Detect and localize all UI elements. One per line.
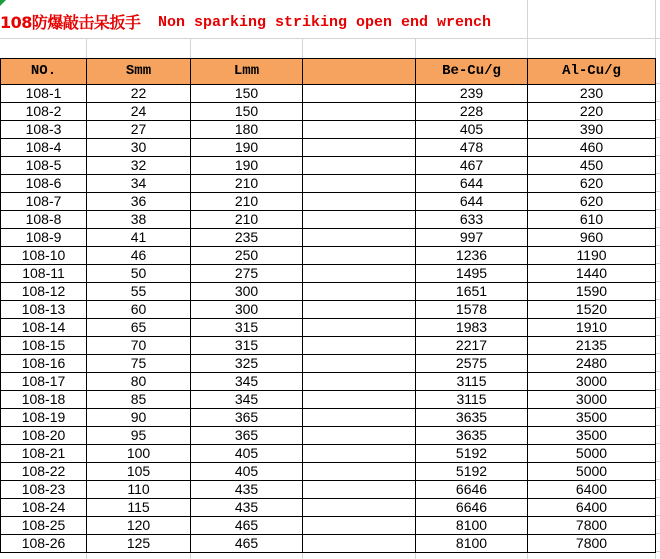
header-empty[interactable]: [303, 59, 416, 85]
cell-s-mm[interactable]: 105: [87, 463, 191, 481]
cell-l-mm[interactable]: 210: [191, 175, 303, 193]
cell-l-mm[interactable]: 405: [191, 445, 303, 463]
cell-be-cu-g[interactable]: 1236: [416, 247, 528, 265]
cell-be-cu-g[interactable]: 2575: [416, 355, 528, 373]
cell-be-cu-g[interactable]: 644: [416, 193, 528, 211]
cell-s-mm[interactable]: 60: [87, 301, 191, 319]
cell-empty[interactable]: [303, 139, 416, 157]
table-row: [1, 535, 656, 553]
cell-be-cu-g[interactable]: 405: [416, 121, 528, 139]
cell-no[interactable]: 108-11: [1, 265, 87, 283]
cell-l-mm[interactable]: 315: [191, 319, 303, 337]
cell-empty[interactable]: [303, 283, 416, 301]
gridline-col-f-row-2: [655, 38, 656, 58]
cell-l-mm[interactable]: 250: [191, 247, 303, 265]
title-english: Non sparking striking open end wrench: [158, 14, 492, 31]
header-be-cu-g[interactable]: Be-Cu/g: [416, 59, 528, 85]
cell-al-cu-g[interactable]: 220: [528, 103, 656, 121]
cell-l-mm[interactable]: 190: [191, 139, 303, 157]
cell-empty[interactable]: [303, 535, 416, 553]
cell-al-cu-g[interactable]: 960: [528, 229, 656, 247]
header-row: [1, 59, 656, 85]
gridline-col-d-row-2: [415, 38, 416, 58]
cell-s-mm[interactable]: 75: [87, 355, 191, 373]
cell-no[interactable]: 108-15: [1, 337, 87, 355]
table-row: [1, 427, 656, 445]
cell-no[interactable]: 108-19: [1, 409, 87, 427]
cell-s-mm[interactable]: 50: [87, 265, 191, 283]
cell-be-cu-g[interactable]: 3635: [416, 427, 528, 445]
cell-empty[interactable]: [303, 103, 416, 121]
cell-al-cu-g[interactable]: 1190: [528, 247, 656, 265]
table-row: [1, 103, 656, 121]
cell-be-cu-g[interactable]: 5192: [416, 463, 528, 481]
cell-s-mm[interactable]: 55: [87, 283, 191, 301]
cell-al-cu-g[interactable]: 2135: [528, 337, 656, 355]
cell-al-cu-g[interactable]: 1590: [528, 283, 656, 301]
header-l-mm[interactable]: Lmm: [191, 59, 303, 85]
cell-no[interactable]: 108-7: [1, 193, 87, 211]
cell-al-cu-g[interactable]: 3500: [528, 427, 656, 445]
cell-empty[interactable]: [303, 499, 416, 517]
cell-l-mm[interactable]: 435: [191, 481, 303, 499]
cell-s-mm[interactable]: 27: [87, 121, 191, 139]
cell-s-mm[interactable]: 22: [87, 85, 191, 103]
cell-no[interactable]: 108-17: [1, 373, 87, 391]
table-row: [1, 211, 656, 229]
cell-al-cu-g[interactable]: 620: [528, 193, 656, 211]
cell-l-mm[interactable]: 150: [191, 85, 303, 103]
cell-l-mm[interactable]: 190: [191, 157, 303, 175]
cell-empty[interactable]: [303, 319, 416, 337]
cell-be-cu-g[interactable]: 2217: [416, 337, 528, 355]
cell-empty[interactable]: [303, 481, 416, 499]
gridline-col-c-row-2: [302, 38, 303, 58]
gridline-col-a-bottom: [86, 553, 87, 559]
cell-be-cu-g[interactable]: 8100: [416, 535, 528, 553]
cell-no[interactable]: 108-9: [1, 229, 87, 247]
cell-s-mm[interactable]: 41: [87, 229, 191, 247]
cell-empty[interactable]: [303, 463, 416, 481]
cell-be-cu-g[interactable]: 1495: [416, 265, 528, 283]
cell-be-cu-g[interactable]: 633: [416, 211, 528, 229]
cell-be-cu-g[interactable]: 1983: [416, 319, 528, 337]
cell-no[interactable]: 108-21: [1, 445, 87, 463]
cell-be-cu-g[interactable]: 644: [416, 175, 528, 193]
gridline-col-c-bottom: [302, 553, 303, 559]
cell-no[interactable]: 108-13: [1, 301, 87, 319]
table-row: [1, 283, 656, 301]
cell-empty[interactable]: [303, 157, 416, 175]
table-row: [1, 121, 656, 139]
cell-empty[interactable]: [303, 517, 416, 535]
table-row: [1, 355, 656, 373]
cell-no[interactable]: 108-25: [1, 517, 87, 535]
table-row: [1, 139, 656, 157]
cell-no[interactable]: 108-3: [1, 121, 87, 139]
cell-al-cu-g[interactable]: 1910: [528, 319, 656, 337]
cell-no[interactable]: 108-6: [1, 175, 87, 193]
cell-s-mm[interactable]: 30: [87, 139, 191, 157]
table-row: [1, 481, 656, 499]
cell-al-cu-g[interactable]: 450: [528, 157, 656, 175]
cell-l-mm[interactable]: 315: [191, 337, 303, 355]
cell-be-cu-g[interactable]: 6646: [416, 481, 528, 499]
table-row: [1, 463, 656, 481]
cell-s-mm[interactable]: 24: [87, 103, 191, 121]
cell-l-mm[interactable]: 150: [191, 103, 303, 121]
cell-l-mm[interactable]: 180: [191, 121, 303, 139]
cell-empty[interactable]: [303, 229, 416, 247]
cell-al-cu-g[interactable]: 620: [528, 175, 656, 193]
cell-be-cu-g[interactable]: 478: [416, 139, 528, 157]
table-row: [1, 247, 656, 265]
cell-l-mm[interactable]: 325: [191, 355, 303, 373]
cell-no[interactable]: 108-10: [1, 247, 87, 265]
cell-s-mm[interactable]: 80: [87, 373, 191, 391]
cell-s-mm[interactable]: 85: [87, 391, 191, 409]
table-row: [1, 193, 656, 211]
cell-s-mm[interactable]: 65: [87, 319, 191, 337]
cell-empty[interactable]: [303, 85, 416, 103]
gridline-strip-right: [656, 83, 660, 559]
cell-al-cu-g[interactable]: 7800: [528, 517, 656, 535]
cell-empty[interactable]: [303, 391, 416, 409]
cell-no[interactable]: 108-20: [1, 427, 87, 445]
header-al-cu-g[interactable]: Al-Cu/g: [528, 59, 656, 85]
cell-l-mm[interactable]: 210: [191, 211, 303, 229]
cell-empty[interactable]: [303, 193, 416, 211]
cell-no[interactable]: 108-16: [1, 355, 87, 373]
cell-s-mm[interactable]: 100: [87, 445, 191, 463]
gridline-col-b-bottom: [190, 553, 191, 559]
cell-empty[interactable]: [303, 301, 416, 319]
cell-s-mm[interactable]: 95: [87, 427, 191, 445]
cell-l-mm[interactable]: 275: [191, 265, 303, 283]
cell-s-mm[interactable]: 125: [87, 535, 191, 553]
cell-empty[interactable]: [303, 175, 416, 193]
cell-be-cu-g[interactable]: 5192: [416, 445, 528, 463]
cell-l-mm[interactable]: 345: [191, 391, 303, 409]
cell-al-cu-g[interactable]: 390: [528, 121, 656, 139]
cell-al-cu-g[interactable]: 7800: [528, 535, 656, 553]
cell-s-mm[interactable]: 36: [87, 193, 191, 211]
cell-be-cu-g[interactable]: 467: [416, 157, 528, 175]
cell-be-cu-g[interactable]: 228: [416, 103, 528, 121]
cell-l-mm[interactable]: 345: [191, 373, 303, 391]
cell-l-mm[interactable]: 465: [191, 517, 303, 535]
cell-be-cu-g[interactable]: 6646: [416, 499, 528, 517]
cell-empty[interactable]: [303, 355, 416, 373]
cell-al-cu-g[interactable]: 610: [528, 211, 656, 229]
cell-no[interactable]: 108-4: [1, 139, 87, 157]
cell-l-mm[interactable]: 300: [191, 301, 303, 319]
cell-no[interactable]: 108-12: [1, 283, 87, 301]
cell-s-mm[interactable]: 90: [87, 409, 191, 427]
gridline-col-b-row-2: [190, 38, 191, 58]
table-row: [1, 373, 656, 391]
table-row: [1, 301, 656, 319]
cell-al-cu-g[interactable]: 1440: [528, 265, 656, 283]
header-no[interactable]: NO.: [1, 59, 87, 85]
cell-no[interactable]: 108-2: [1, 103, 87, 121]
gridline-row-1: [0, 38, 660, 39]
cell-s-mm[interactable]: 34: [87, 175, 191, 193]
cell-empty[interactable]: [303, 247, 416, 265]
cell-s-mm[interactable]: 110: [87, 481, 191, 499]
cell-al-cu-g[interactable]: 5000: [528, 463, 656, 481]
gridline-col-d-bottom: [415, 553, 416, 559]
table-row: [1, 157, 656, 175]
cell-al-cu-g[interactable]: 1520: [528, 301, 656, 319]
gridline-col-f-row-1: [655, 0, 656, 38]
cell-al-cu-g[interactable]: 460: [528, 139, 656, 157]
cell-al-cu-g[interactable]: 3500: [528, 409, 656, 427]
cell-be-cu-g[interactable]: 3635: [416, 409, 528, 427]
cell-l-mm[interactable]: 465: [191, 535, 303, 553]
cell-no[interactable]: 108-8: [1, 211, 87, 229]
cell-be-cu-g[interactable]: 3115: [416, 373, 528, 391]
cell-l-mm[interactable]: 210: [191, 193, 303, 211]
table-row: [1, 445, 656, 463]
table-row: [1, 391, 656, 409]
cell-be-cu-g[interactable]: 1578: [416, 301, 528, 319]
wrench-spec-table: [0, 58, 656, 553]
table-row: [1, 175, 656, 193]
cell-empty[interactable]: [303, 265, 416, 283]
cell-empty[interactable]: [303, 409, 416, 427]
table-row: [1, 265, 656, 283]
cell-empty[interactable]: [303, 337, 416, 355]
cell-al-cu-g[interactable]: 3000: [528, 373, 656, 391]
cell-empty[interactable]: [303, 427, 416, 445]
cell-no[interactable]: 108-23: [1, 481, 87, 499]
cell-empty[interactable]: [303, 211, 416, 229]
cell-al-cu-g[interactable]: 5000: [528, 445, 656, 463]
cell-l-mm[interactable]: 435: [191, 499, 303, 517]
cell-s-mm[interactable]: 32: [87, 157, 191, 175]
title-chinese: 108防爆敲击呆扳手: [0, 13, 141, 32]
cell-be-cu-g[interactable]: 1651: [416, 283, 528, 301]
cell-no[interactable]: 108-18: [1, 391, 87, 409]
cell-al-cu-g[interactable]: 6400: [528, 481, 656, 499]
cell-be-cu-g[interactable]: 997: [416, 229, 528, 247]
cell-s-mm[interactable]: 115: [87, 499, 191, 517]
cell-l-mm[interactable]: 235: [191, 229, 303, 247]
cell-l-mm[interactable]: 300: [191, 283, 303, 301]
cell-be-cu-g[interactable]: 3115: [416, 391, 528, 409]
cell-no[interactable]: 108-22: [1, 463, 87, 481]
cell-s-mm[interactable]: 38: [87, 211, 191, 229]
cell-no[interactable]: 108-1: [1, 85, 87, 103]
cell-s-mm[interactable]: 120: [87, 517, 191, 535]
gridline-col-e-row-2: [527, 38, 528, 58]
cell-be-cu-g[interactable]: 239: [416, 85, 528, 103]
title-cell[interactable]: [0, 11, 655, 35]
table-row: [1, 517, 656, 535]
cell-al-cu-g[interactable]: 230: [528, 85, 656, 103]
cell-l-mm[interactable]: 365: [191, 427, 303, 445]
cell-s-mm[interactable]: 70: [87, 337, 191, 355]
cell-s-mm[interactable]: 46: [87, 247, 191, 265]
green-triangle-icon: [0, 0, 6, 6]
cell-empty[interactable]: [303, 445, 416, 463]
header-s-mm[interactable]: Smm: [87, 59, 191, 85]
table-row: [1, 319, 656, 337]
cell-empty[interactable]: [303, 373, 416, 391]
table-row: [1, 337, 656, 355]
cell-empty[interactable]: [303, 121, 416, 139]
cell-l-mm[interactable]: 365: [191, 409, 303, 427]
table-row: [1, 499, 656, 517]
table-row: [1, 85, 656, 103]
table-row: [1, 229, 656, 247]
cell-l-mm[interactable]: 405: [191, 463, 303, 481]
gridline-col-a-row-2: [86, 38, 87, 58]
gridline-col-e-row-1: [527, 0, 528, 38]
cell-be-cu-g[interactable]: 8100: [416, 517, 528, 535]
table-row: [1, 409, 656, 427]
gridline-col-e-bottom: [527, 553, 528, 559]
cell-no[interactable]: 108-5: [1, 157, 87, 175]
cell-no[interactable]: 108-24: [1, 499, 87, 517]
cell-al-cu-g[interactable]: 2480: [528, 355, 656, 373]
gridline-col-f-bottom: [655, 553, 656, 559]
cell-al-cu-g[interactable]: 3000: [528, 391, 656, 409]
cell-al-cu-g[interactable]: 6400: [528, 499, 656, 517]
cell-no[interactable]: 108-14: [1, 319, 87, 337]
cell-no[interactable]: 108-26: [1, 535, 87, 553]
